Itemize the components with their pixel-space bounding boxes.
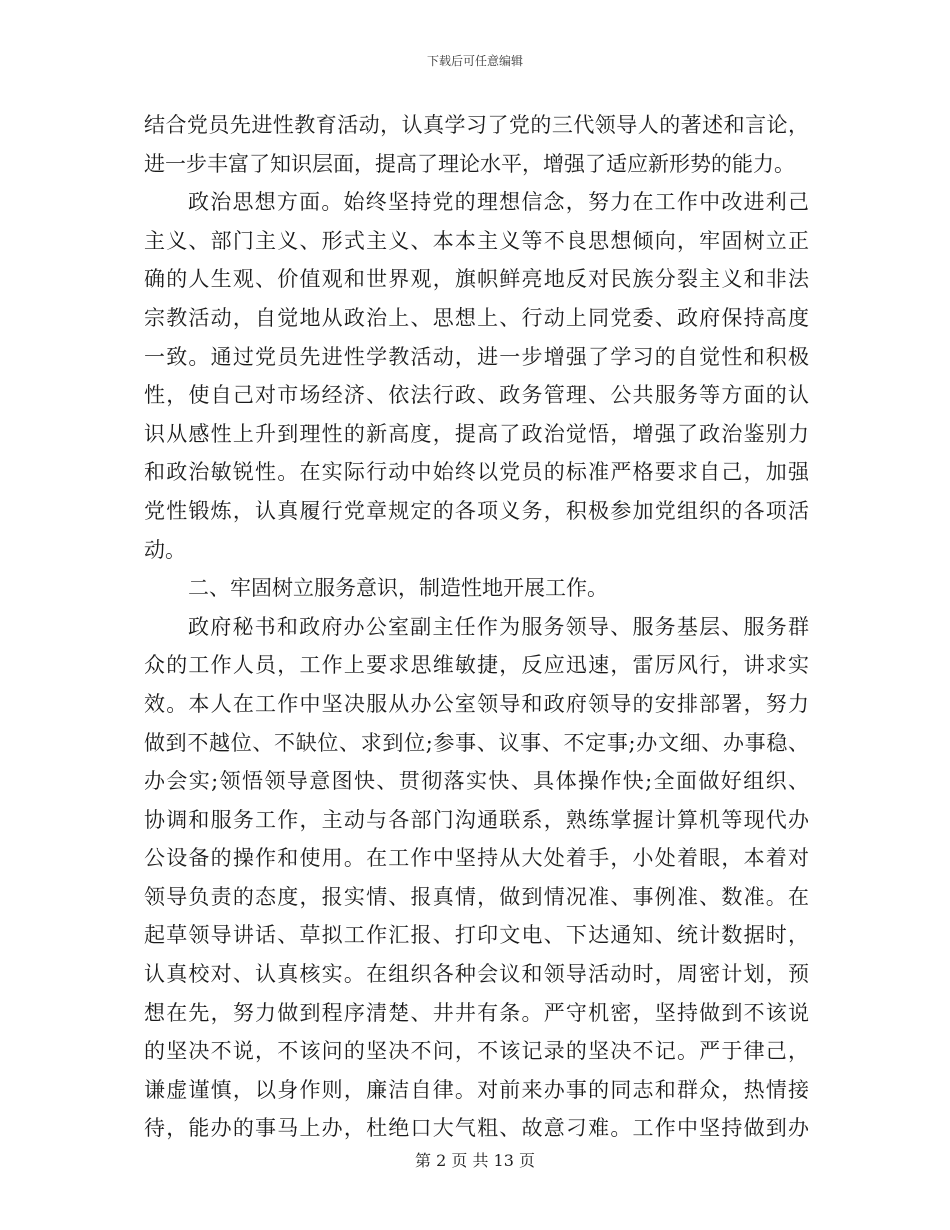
text-line: 谦虚谨慎，以身作则，廉洁自律。对前来办事的同志和群众，热情接 (144, 1077, 809, 1102)
text-line: 领导负责的态度，报实情、报真情，做到情况准、事例准、数准。在 (144, 884, 809, 909)
text-line: 认真校对、认真核实。在组织各种会议和领导活动时，周密计划，预 (144, 962, 809, 987)
text-line: 众的工作人员，工作上要求思维敏捷，反应迅速，雷厉风行，讲求实 (144, 653, 809, 678)
text-line: 起草领导讲话、草拟工作汇报、打印文电、下达通知、统计数据时， (144, 923, 809, 948)
text-line: 宗教活动，自觉地从政治上、思想上、行动上同党委、政府保持高度 (144, 305, 809, 330)
text-line: 动。 (144, 537, 186, 562)
page-number-label: 第 2 页 共 13 页 (415, 1151, 535, 1170)
text-line: 政治思想方面。始终坚持党的理想信念，努力在工作中改进利己 (188, 190, 809, 215)
download-note: 下载后可任意编辑 (426, 54, 523, 68)
text-line: 的坚决不说，不该问的坚决不问，不该记录的坚决不记。严于律己， (144, 1039, 809, 1064)
text-line: 结合党员先进性教育活动，认真学习了党的三代领导人的著述和言论， (144, 113, 809, 137)
text-line: 二、牢固树立服务意识，制造性地开展工作。 (188, 576, 608, 601)
text-line: 待，能办的事马上办，杜绝口大气粗、故意刁难。工作中坚持做到办 (144, 1116, 809, 1141)
text-line: 做到不越位、不缺位、求到位;参事、议事、不定事;办文细、办事稳、 (144, 730, 809, 755)
text-line: 党性锻炼，认真履行党章规定的各项义务，积极参加党组织的各项活 (144, 498, 809, 523)
text-line: 想在先，努力做到程序清楚、井井有条。严守机密，坚持做到不该说 (144, 1000, 809, 1025)
text-line: 主义、部门主义、形式主义、本本主义等不良思想倾向，牢固树立正 (144, 228, 809, 253)
text-line: 效。本人在工作中坚决服从办公室领导和政府领导的安排部署，努力 (144, 691, 809, 716)
text-line: 公设备的操作和使用。在工作中坚持从大处着手，小处着眼，本着对 (144, 846, 809, 871)
text-line: 协调和服务工作，主动与各部门沟通联系，熟练掌握计算机等现代办 (144, 807, 809, 832)
text-line: 和政治敏锐性。在实际行动中始终以党员的标准严格要求自己，加强 (144, 460, 809, 485)
text-line: 性，使自己对市场经济、依法行政、政务管理、公共服务等方面的认 (144, 383, 809, 408)
document-body (144, 106, 809, 1148)
text-line: 识从感性上升到理性的新高度，提高了政治觉悟，增强了政治鉴别力 (144, 421, 809, 446)
text-line: 政府秘书和政府办公室副主任作为服务领导、服务基层、服务群 (188, 614, 809, 639)
text-line: 办会实;领悟领导意图快、贯彻落实快、具体操作快;全面做好组织、 (144, 769, 809, 794)
text-line: 一致。通过党员先进性学教活动，进一步增强了学习的自觉性和积极 (144, 344, 809, 369)
text-line: 进一步丰富了知识层面，提高了理论水平，增强了适应新形势的能力。 (144, 151, 795, 176)
page-footer (0, 1148, 950, 1171)
text-line: 确的人生观、价值观和世界观，旗帜鲜亮地反对民族分裂主义和非法 (144, 267, 809, 292)
